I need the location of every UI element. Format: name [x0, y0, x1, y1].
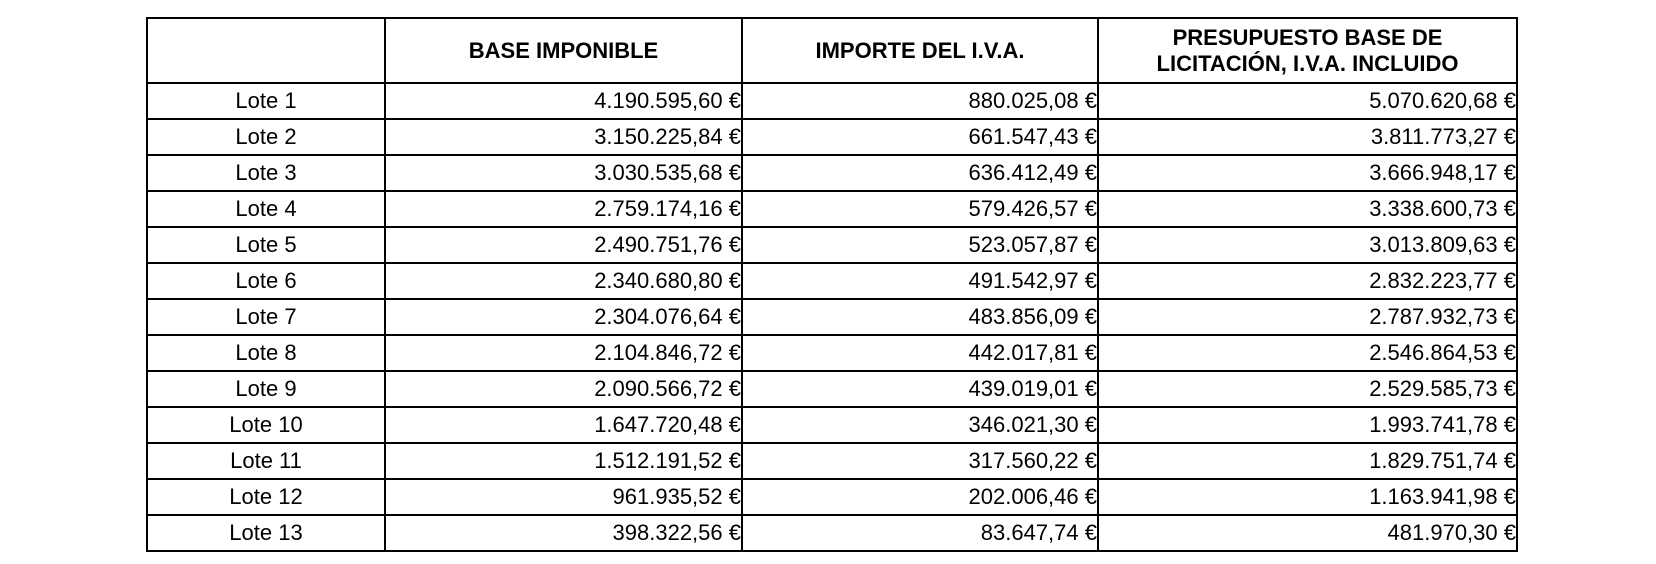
- header-base-imponible: BASE IMPONIBLE: [385, 18, 742, 83]
- lot-name-cell: Lote 13: [147, 515, 385, 551]
- lot-name-cell: Lote 7: [147, 299, 385, 335]
- importe-iva-cell: 202.006,46 €: [742, 479, 1098, 515]
- table-body: [147, 83, 1517, 551]
- importe-iva-cell: 523.057,87 €: [742, 227, 1098, 263]
- importe-iva-cell: 636.412,49 €: [742, 155, 1098, 191]
- table-row: [147, 407, 1517, 443]
- table-row: [147, 335, 1517, 371]
- table-row: [147, 191, 1517, 227]
- importe-iva-cell: 880.025,08 €: [742, 83, 1098, 119]
- base-imponible-cell: 961.935,52 €: [385, 479, 742, 515]
- table-row: [147, 155, 1517, 191]
- lot-name-cell: Lote 2: [147, 119, 385, 155]
- presupuesto-total-cell: 2.546.864,53 €: [1098, 335, 1517, 371]
- lots-budget-table: [146, 17, 1518, 552]
- base-imponible-cell: 2.304.076,64 €: [385, 299, 742, 335]
- presupuesto-total-cell: 3.811.773,27 €: [1098, 119, 1517, 155]
- table-row: [147, 371, 1517, 407]
- base-imponible-cell: 2.490.751,76 €: [385, 227, 742, 263]
- base-imponible-cell: 2.104.846,72 €: [385, 335, 742, 371]
- presupuesto-total-cell: 5.070.620,68 €: [1098, 83, 1517, 119]
- presupuesto-total-cell: 2.787.932,73 €: [1098, 299, 1517, 335]
- table-row: [147, 443, 1517, 479]
- header-presupuesto-line1: PRESUPUESTO BASE DE: [1172, 24, 1443, 50]
- base-imponible-cell: 398.322,56 €: [385, 515, 742, 551]
- table-row: [147, 227, 1517, 263]
- base-imponible-cell: 2.759.174,16 €: [385, 191, 742, 227]
- presupuesto-total-cell: 3.013.809,63 €: [1098, 227, 1517, 263]
- header-presupuesto-total: [1098, 18, 1517, 83]
- lot-name-cell: Lote 6: [147, 263, 385, 299]
- lot-name-cell: Lote 12: [147, 479, 385, 515]
- importe-iva-cell: 317.560,22 €: [742, 443, 1098, 479]
- base-imponible-cell: 2.340.680,80 €: [385, 263, 742, 299]
- importe-iva-cell: 483.856,09 €: [742, 299, 1098, 335]
- table-row: [147, 479, 1517, 515]
- importe-iva-cell: 491.542,97 €: [742, 263, 1098, 299]
- lot-name-cell: Lote 10: [147, 407, 385, 443]
- importe-iva-cell: 346.021,30 €: [742, 407, 1098, 443]
- table-header: [147, 18, 1517, 83]
- base-imponible-cell: 4.190.595,60 €: [385, 83, 742, 119]
- lot-name-cell: Lote 5: [147, 227, 385, 263]
- importe-iva-cell: 579.426,57 €: [742, 191, 1098, 227]
- presupuesto-total-cell: 1.993.741,78 €: [1098, 407, 1517, 443]
- lot-name-cell: Lote 11: [147, 443, 385, 479]
- presupuesto-total-cell: 1.163.941,98 €: [1098, 479, 1517, 515]
- presupuesto-total-cell: 2.832.223,77 €: [1098, 263, 1517, 299]
- base-imponible-cell: 3.150.225,84 €: [385, 119, 742, 155]
- presupuesto-total-cell: 2.529.585,73 €: [1098, 371, 1517, 407]
- lot-name-cell: Lote 4: [147, 191, 385, 227]
- lot-name-cell: Lote 8: [147, 335, 385, 371]
- header-row: [147, 18, 1517, 83]
- lot-name-cell: Lote 1: [147, 83, 385, 119]
- base-imponible-cell: 1.647.720,48 €: [385, 407, 742, 443]
- table-row: [147, 515, 1517, 551]
- base-imponible-cell: 1.512.191,52 €: [385, 443, 742, 479]
- importe-iva-cell: 83.647,74 €: [742, 515, 1098, 551]
- lot-name-cell: Lote 9: [147, 371, 385, 407]
- base-imponible-cell: 3.030.535,68 €: [385, 155, 742, 191]
- header-importe-iva: IMPORTE DEL I.V.A.: [742, 18, 1098, 83]
- table-row: [147, 119, 1517, 155]
- importe-iva-cell: 661.547,43 €: [742, 119, 1098, 155]
- presupuesto-total-cell: 481.970,30 €: [1098, 515, 1517, 551]
- importe-iva-cell: 442.017,81 €: [742, 335, 1098, 371]
- table-row: [147, 299, 1517, 335]
- importe-iva-cell: 439.019,01 €: [742, 371, 1098, 407]
- lot-name-cell: Lote 3: [147, 155, 385, 191]
- base-imponible-cell: 2.090.566,72 €: [385, 371, 742, 407]
- presupuesto-total-cell: 3.666.948,17 €: [1098, 155, 1517, 191]
- table-row: [147, 263, 1517, 299]
- presupuesto-total-cell: 3.338.600,73 €: [1098, 191, 1517, 227]
- table-row: [147, 83, 1517, 119]
- header-presupuesto-line2: LICITACIÓN, I.V.A. INCLUIDO: [1156, 50, 1459, 76]
- presupuesto-total-cell: 1.829.751,74 €: [1098, 443, 1517, 479]
- header-lot: [147, 18, 385, 83]
